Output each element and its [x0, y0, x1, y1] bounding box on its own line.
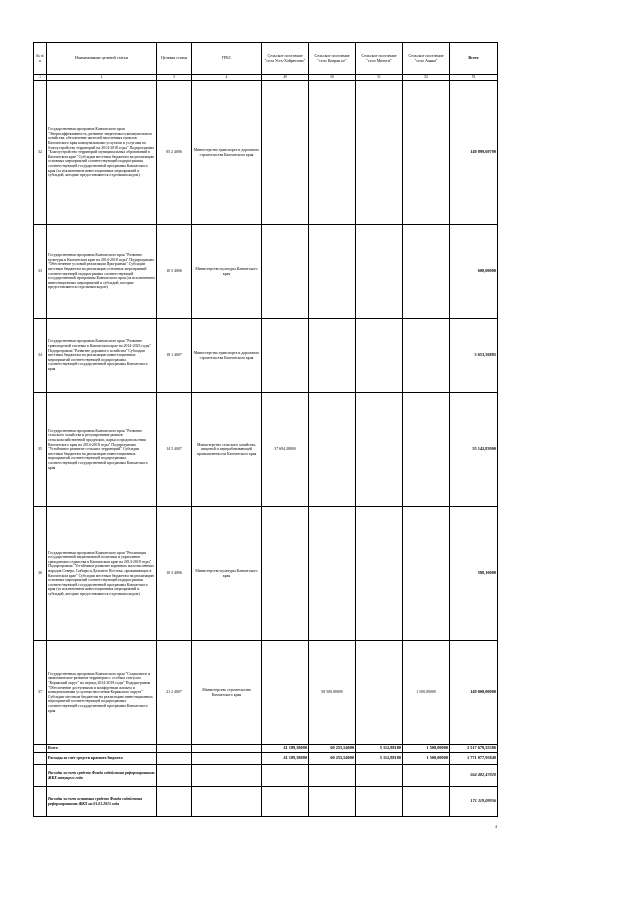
table-row	[34, 507, 498, 641]
row-grbs: Министерство культуры Камчатского края	[192, 507, 262, 641]
row-grbs: Министерство культуры Камчатского края	[192, 225, 262, 319]
header-cell: Сельское поселение "село Аянка"	[403, 43, 450, 75]
index-cell: 3	[157, 75, 192, 81]
empty-cell	[157, 787, 192, 817]
row-v49	[262, 319, 309, 393]
empty-cell	[157, 765, 192, 787]
row-v52: 1 500,00000	[403, 641, 450, 745]
summary-v51: 5 112,88180	[356, 753, 403, 765]
row-code: 10 5 4006	[157, 225, 192, 319]
row-total: 600,00000	[450, 225, 498, 319]
summary-v52: 1 500,00000	[403, 753, 450, 765]
row-v51	[356, 225, 403, 319]
row-total: 148 899,69790	[450, 81, 498, 225]
row-total: 149 000,00000	[450, 641, 498, 745]
empty-cell	[309, 787, 356, 817]
header-row	[34, 43, 498, 75]
row-v49	[262, 81, 309, 225]
row-name: Государственная программа Камчатского края "Развитие культуры в Камчатском крае на 2014-2018 годы" Подпрограмма "Обеспечение условий реализации Программы" Субсидии местным бюджетам на реализацию основных мероприятий соответствующей подпрограммы соответствующей государственной программы Камчатского края (за исключением инвестиционных мероприятий и субсидий, которые предоставляются отдельным кодом)	[47, 225, 157, 319]
summary-v52: 1 500,00000	[403, 745, 450, 753]
index-cell: 53	[450, 75, 498, 81]
empty-cell	[192, 753, 262, 765]
summary-row-total	[34, 745, 498, 753]
header-cell: ГРБС	[192, 43, 262, 75]
header-cell: Наименование целевой статьи	[47, 43, 157, 75]
index-cell: 50	[309, 75, 356, 81]
empty-cell	[34, 745, 47, 753]
row-number: 37	[34, 641, 47, 745]
row-code: 18 1 4007	[157, 319, 192, 393]
summary-v49: 41 189,38000	[262, 745, 309, 753]
row-number: 36	[34, 507, 47, 641]
index-cell: 49	[262, 75, 309, 81]
row-v49	[262, 641, 309, 745]
summary-total: 171 119,09956	[450, 787, 498, 817]
row-v50	[309, 507, 356, 641]
table-row	[34, 319, 498, 393]
table-row	[34, 81, 498, 225]
page-number: 4	[495, 824, 497, 829]
index-cell: 1	[34, 75, 47, 81]
row-grbs: Министерство строительства Камчатского края	[192, 641, 262, 745]
empty-cell	[262, 787, 309, 817]
row-name: Государственная программа Камчатского края "Реализация государственной национальной политики и укрепление гражданского единства в Камчатском крае на 2014-2018 годы" Подпрограмма "Устойчивое развитие коренных малочисленных народов Севера, Сибири и Дальнего Востока, проживающих в Камчатском крае" Субсидии местным бюджетам на реализацию основных мероприятий соответствующей подпрограммы соответствующей государственной программы Камчатского края (за исключением инвестиционных мероприятий и субсидий, которые предоставляются отдельным кодом)	[47, 507, 157, 641]
header-cell: Сельское поселение "села Усть-Хайрюзово"	[262, 43, 309, 75]
row-v51	[356, 319, 403, 393]
summary-label: Расходы за счет средств краевого бюджета	[47, 753, 157, 765]
summary-row-fund-current	[34, 765, 498, 787]
empty-cell	[157, 753, 192, 765]
table-row	[34, 225, 498, 319]
summary-total: 564 482,47820	[450, 765, 498, 787]
row-v51	[356, 641, 403, 745]
row-total: 55 142,83900	[450, 393, 498, 507]
empty-cell	[34, 753, 47, 765]
row-v50: 58 500,00000	[309, 641, 356, 745]
budget-table-container	[33, 42, 498, 817]
row-v51	[356, 393, 403, 507]
row-v50	[309, 81, 356, 225]
empty-cell	[309, 765, 356, 787]
table-row	[34, 393, 498, 507]
row-v49	[262, 225, 309, 319]
summary-row-regional	[34, 753, 498, 765]
row-name: Государственная программа Камчатского края "Развитие транспортной системы в Камчатском крае на 2014-2025 годы" Подпрограмма "Развитие дорожного хозяйства" Субсидии местным бюджетам на реализацию инвестиционных мероприятий соответствующей подпрограммы соответствующей государственной программы Камчатского края	[47, 319, 157, 393]
row-v50	[309, 319, 356, 393]
row-number: 33	[34, 225, 47, 319]
header-cell: Сельское поселение "село Ковран ье"	[309, 43, 356, 75]
row-number: 35	[34, 393, 47, 507]
row-code: 10 3 4006	[157, 507, 192, 641]
empty-cell	[192, 745, 262, 753]
header-cell: Целевая статья	[157, 43, 192, 75]
index-cell: 52	[403, 75, 450, 81]
table-row	[34, 641, 498, 745]
row-v51	[356, 507, 403, 641]
summary-label: Расходы за счет средств Фонда содействия реформированию ЖКХ текущего года	[47, 765, 157, 787]
row-grbs: Министерство сельского хозяйства, пищевой и перерабатывающей промышленности Камчатского края	[192, 393, 262, 507]
summary-total: 1 771 077,95840	[450, 753, 498, 765]
empty-cell	[356, 765, 403, 787]
row-name: Государственная программа Камчатского края "Энергоэффективность, развитие энергетики и коммунального хозяйства, обеспечение жителей населенных пунктов Камчатского края коммунальными услугами и услугами по благоустройству территорий на 2014-2018 годы" Подпрограмма "Благоустройство территорий муниципальных образований в Камчатском крае" Субсидии местным бюджетам на реализацию основных мероприятий соответствующей подпрограммы соответствующей государственной программы Камчатского края (за исключением инвестиционных мероприятий и субсидий, которые предоставляются отдельным кодом)	[47, 81, 157, 225]
empty-cell	[34, 765, 47, 787]
row-v50	[309, 225, 356, 319]
header-cell: Всего	[450, 43, 498, 75]
row-v49: 37 694,38000	[262, 393, 309, 507]
row-grbs: Министерство транспорта и дорожного строительства Камчатского края	[192, 319, 262, 393]
row-v49	[262, 507, 309, 641]
empty-cell	[403, 765, 450, 787]
empty-cell	[192, 787, 262, 817]
empty-cell	[356, 787, 403, 817]
row-v52	[403, 319, 450, 393]
header-cell: Сельское поселение "село Митоги"	[356, 43, 403, 75]
index-cell: 51	[356, 75, 403, 81]
row-grbs: Министерство транспорта и дорожного строительства Камчатского края	[192, 81, 262, 225]
summary-v51: 5 112,88180	[356, 745, 403, 753]
row-total: 588,10000	[450, 507, 498, 641]
row-code: 05 2 4006	[157, 81, 192, 225]
row-v52	[403, 393, 450, 507]
row-code: 21 2 4007	[157, 641, 192, 745]
summary-row-fund-remainder	[34, 787, 498, 817]
row-total: 5 653,56885	[450, 319, 498, 393]
empty-cell	[192, 765, 262, 787]
summary-v49: 41 189,38000	[262, 753, 309, 765]
empty-cell	[34, 787, 47, 817]
summary-total: 2 517 679,55586	[450, 745, 498, 753]
summary-label: Расходы за счет остатков средств Фонда содействия реформированию ЖКХ на 01.01.2015 года	[47, 787, 157, 817]
row-number: 32	[34, 81, 47, 225]
summary-v50: 60 255,54000	[309, 745, 356, 753]
row-number: 34	[34, 319, 47, 393]
row-name: Государственная программа Камчатского края "Социальное и экономическое развитие территории с особым статусом "Корякский округ" на период 2014-2018 годы" Подпрограмма "Обеспечение доступными и комфортным жильем и коммунальными услугами населения Корякского округа" Субсидии местным бюджетам на реализацию инвестиционных мероприятий соответствующей подпрограммы соответствующей государственной программы Камчатского края	[47, 641, 157, 745]
row-v52	[403, 225, 450, 319]
row-name: Государственная программа Камчатского края "Развитие сельского хозяйства и регулирование рынков сельскохозяйственной продукции, сырья и продовольствия Камчатского края на 2014-2018 годы" Подпрограмма "Устойчивое развитие сельских территорий" Субсидии местным бюджетам на реализацию инвестиционных мероприятий соответствующей подпрограммы соответствующей государственной программы Камчатского края	[47, 393, 157, 507]
summary-label: Всего	[47, 745, 157, 753]
summary-v50: 60 255,54000	[309, 753, 356, 765]
row-v52	[403, 81, 450, 225]
row-v52	[403, 507, 450, 641]
index-cell: 2	[47, 75, 157, 81]
row-v50	[309, 393, 356, 507]
empty-cell	[262, 765, 309, 787]
header-cell: № п/п	[34, 43, 47, 75]
empty-cell	[403, 787, 450, 817]
row-code: 14 5 4007	[157, 393, 192, 507]
empty-cell	[157, 745, 192, 753]
budget-table	[33, 42, 498, 817]
index-cell: 4	[192, 75, 262, 81]
row-v51	[356, 81, 403, 225]
